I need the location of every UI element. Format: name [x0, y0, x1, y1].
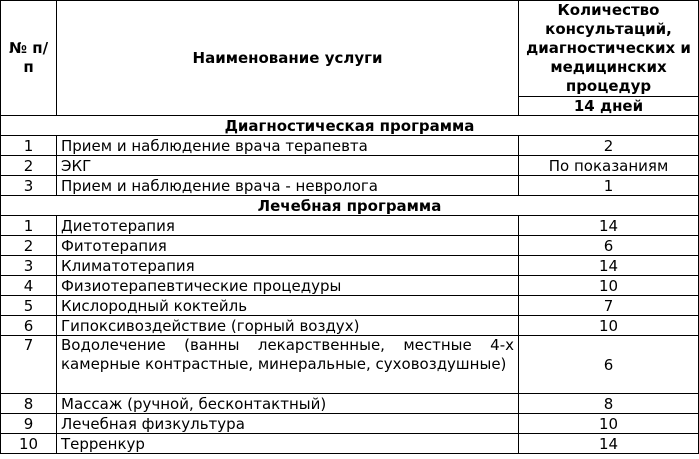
table-row — [1, 156, 699, 176]
row-num: 4 — [1, 276, 57, 296]
table-row — [1, 136, 699, 156]
row-quantity: 14 — [519, 434, 699, 454]
row-num: 2 — [1, 236, 57, 256]
table-row — [1, 316, 699, 336]
header-quantity: Количество консультаций, диагностических и медицинских процедур — [519, 1, 699, 97]
row-quantity: 6 — [519, 336, 699, 394]
table-row — [1, 434, 699, 454]
row-num: 9 — [1, 414, 57, 434]
header-num: № п/п — [1, 1, 57, 116]
row-quantity: 7 — [519, 296, 699, 316]
section-title: Лечебная программа — [1, 196, 699, 216]
section-row-diagnostic — [1, 116, 699, 136]
table-row — [1, 336, 699, 394]
row-service-name: Фитотерапия — [57, 236, 519, 256]
row-service-name: Гипоксивоздействие (горный воздух) — [57, 316, 519, 336]
row-quantity: 6 — [519, 236, 699, 256]
row-service-name: Диетотерапия — [57, 216, 519, 236]
table-row — [1, 256, 699, 276]
row-num: 8 — [1, 394, 57, 414]
row-service-name: Массаж (ручной, бесконтактный) — [57, 394, 519, 414]
header-row — [1, 1, 699, 97]
row-quantity: 14 — [519, 256, 699, 276]
row-quantity: 10 — [519, 316, 699, 336]
row-num: 3 — [1, 176, 57, 196]
row-quantity: По показаниям — [519, 156, 699, 176]
row-service-name: Прием и наблюдение врача терапевта — [57, 136, 519, 156]
table-row — [1, 176, 699, 196]
row-num: 6 — [1, 316, 57, 336]
table-row — [1, 216, 699, 236]
row-quantity: 14 — [519, 216, 699, 236]
header-service-name: Наименование услуги — [57, 1, 519, 116]
row-num: 10 — [1, 434, 57, 454]
row-num: 3 — [1, 256, 57, 276]
row-service-name: Прием и наблюдение врача - невролога — [57, 176, 519, 196]
row-service-name: Кислородный коктейль — [57, 296, 519, 316]
table-row — [1, 394, 699, 414]
row-quantity: 10 — [519, 276, 699, 296]
table-row — [1, 414, 699, 434]
section-title: Диагностическая программа — [1, 116, 699, 136]
row-num: 2 — [1, 156, 57, 176]
row-quantity: 1 — [519, 176, 699, 196]
row-service-name: Лечебная физкультура — [57, 414, 519, 434]
header-days: 14 дней — [519, 97, 699, 116]
table-row — [1, 276, 699, 296]
table-row — [1, 236, 699, 256]
section-row-treatment — [1, 196, 699, 216]
row-service-name: ЭКГ — [57, 156, 519, 176]
row-num: 1 — [1, 216, 57, 236]
row-quantity: 2 — [519, 136, 699, 156]
row-service-name: Водолечение (ванны лекарственные, местные 4-х камерные контрастные, минеральные, суховоздушные) — [57, 336, 519, 394]
row-num: 7 — [1, 336, 57, 394]
table-row — [1, 296, 699, 316]
row-service-name: Климатотерапия — [57, 256, 519, 276]
row-num: 5 — [1, 296, 57, 316]
row-num: 1 — [1, 136, 57, 156]
row-quantity: 8 — [519, 394, 699, 414]
row-service-name: Физиотерапевтические процедуры — [57, 276, 519, 296]
row-quantity: 10 — [519, 414, 699, 434]
row-service-name: Терренкур — [57, 434, 519, 454]
